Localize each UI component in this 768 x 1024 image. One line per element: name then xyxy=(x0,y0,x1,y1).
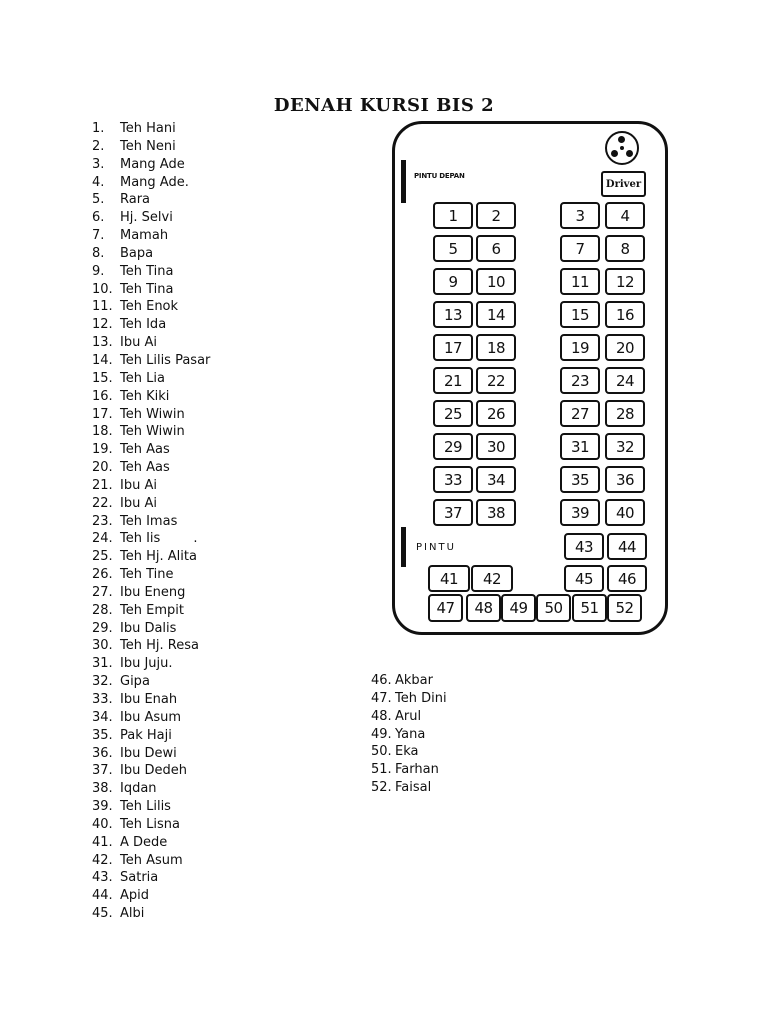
passenger-name: Teh Neni xyxy=(120,138,176,154)
passenger-name: Teh Ida xyxy=(120,317,167,333)
passenger-number: 13. xyxy=(92,335,113,351)
passenger-item xyxy=(92,209,210,227)
front-door-marker xyxy=(401,160,406,203)
passenger-number: 19. xyxy=(92,442,113,458)
passenger-item xyxy=(92,869,210,887)
seat-20[interactable]: 20 xyxy=(605,334,645,361)
front-door-label: PINTU DEPAN xyxy=(414,172,465,180)
passenger-item xyxy=(92,905,210,923)
passenger-item xyxy=(92,334,210,352)
passenger-number: 35. xyxy=(92,727,113,743)
passenger-number: 31. xyxy=(92,656,113,672)
seat-27[interactable]: 27 xyxy=(560,400,600,427)
passenger-item xyxy=(92,762,210,780)
passenger-name: Teh Asum xyxy=(120,852,183,868)
passenger-item xyxy=(371,708,447,726)
passenger-item xyxy=(92,370,210,388)
passenger-item xyxy=(92,834,210,852)
passenger-number: 23. xyxy=(92,513,113,529)
passenger-item xyxy=(92,780,210,798)
passenger-item xyxy=(92,691,210,709)
passenger-number: 6. xyxy=(92,210,105,226)
passenger-item xyxy=(371,690,447,708)
passenger-item xyxy=(92,477,210,495)
passenger-number: 9. xyxy=(92,263,105,279)
passenger-number: 27. xyxy=(92,584,113,600)
passenger-name: Ibu Asum xyxy=(120,709,182,725)
passenger-name: Teh Dini xyxy=(395,690,447,706)
passenger-number: 46. xyxy=(371,673,392,688)
passenger-name: Ibu Dedeh xyxy=(120,763,187,779)
passenger-name: Ibu Ai xyxy=(120,335,157,351)
passenger-name: Iqdan xyxy=(120,781,157,797)
passenger-number: 22. xyxy=(92,495,113,511)
seat-4[interactable]: 4 xyxy=(605,202,645,229)
passenger-number: 34. xyxy=(92,709,113,725)
passenger-number: 12. xyxy=(92,317,113,333)
passenger-item xyxy=(371,779,447,797)
passenger-number: 52. xyxy=(371,780,392,796)
passenger-name: Pak Haji xyxy=(120,727,172,743)
passenger-name: Teh Iis . xyxy=(120,531,198,547)
passenger-item xyxy=(92,513,210,531)
passenger-item xyxy=(92,459,210,477)
passenger-number: 37. xyxy=(92,763,113,779)
seat-23[interactable]: 23 xyxy=(560,367,600,394)
passenger-number: 26. xyxy=(92,567,113,583)
seat-6[interactable]: 6 xyxy=(476,235,516,262)
passenger-item xyxy=(92,388,210,406)
passenger-number: 50. xyxy=(371,744,392,760)
passenger-name: Arul xyxy=(395,708,422,724)
passenger-item xyxy=(92,423,210,441)
passenger-number: 33. xyxy=(92,692,113,707)
passenger-item xyxy=(92,655,210,673)
passenger-name: Ibu Dalis xyxy=(120,620,177,636)
passenger-item xyxy=(92,673,210,691)
seat-2[interactable]: 2 xyxy=(476,202,516,229)
seat-49[interactable]: 49 xyxy=(501,594,536,622)
seat-45[interactable]: 45 xyxy=(564,565,604,592)
passenger-name: Satria xyxy=(120,870,159,886)
passenger-number: 39. xyxy=(92,799,113,815)
passenger-name: Teh Empit xyxy=(120,602,184,618)
seat-11[interactable]: 11 xyxy=(560,268,600,295)
passenger-number: 21. xyxy=(92,477,113,493)
seat-32[interactable]: 32 xyxy=(605,433,645,460)
seat-24[interactable]: 24 xyxy=(605,367,645,394)
seat-15[interactable]: 15 xyxy=(560,301,600,328)
passenger-name: Ibu Ai xyxy=(120,477,157,493)
seat-40[interactable]: 40 xyxy=(605,499,645,526)
passenger-name: Teh Hj. Resa xyxy=(120,638,199,654)
seat-31[interactable]: 31 xyxy=(560,433,600,460)
seat-47[interactable]: 47 xyxy=(428,594,463,622)
passenger-item xyxy=(92,138,210,156)
seat-1[interactable]: 1 xyxy=(433,202,473,229)
passenger-name: Faisal xyxy=(395,780,432,796)
passenger-item xyxy=(92,727,210,745)
seat-10[interactable]: 10 xyxy=(476,268,516,295)
passenger-name: Apid xyxy=(120,888,150,904)
passenger-name: Teh Tine xyxy=(120,567,174,583)
passenger-name: Ibu Eneng xyxy=(120,584,186,600)
passenger-item xyxy=(92,156,210,174)
passenger-number: 43. xyxy=(92,870,113,886)
passenger-name: Teh Wiwin xyxy=(120,424,185,440)
seat-17[interactable]: 17 xyxy=(433,334,473,361)
passenger-number: 7. xyxy=(92,228,105,244)
passenger-item xyxy=(92,620,210,638)
passenger-name: Teh Imas xyxy=(120,513,178,529)
seat-36[interactable]: 36 xyxy=(605,466,645,493)
seat-52[interactable]: 52 xyxy=(607,594,642,622)
passenger-number: 24. xyxy=(92,531,113,547)
passenger-number: 11. xyxy=(92,299,113,315)
seat-46[interactable]: 46 xyxy=(607,565,647,592)
passenger-item xyxy=(371,761,447,779)
passenger-number: 17. xyxy=(92,406,113,422)
passenger-item xyxy=(92,637,210,655)
passenger-list-right xyxy=(371,672,447,797)
seat-39[interactable]: 39 xyxy=(560,499,600,526)
passenger-name: Teh Lia xyxy=(120,370,165,386)
seat-30[interactable]: 30 xyxy=(476,433,516,460)
seat-5[interactable]: 5 xyxy=(433,235,473,262)
seat-41[interactable]: 41 xyxy=(428,565,470,592)
passenger-number: 36. xyxy=(92,745,113,761)
seat-43[interactable]: 43 xyxy=(564,533,604,560)
passenger-number: 5. xyxy=(92,192,105,208)
passenger-name: Farhan xyxy=(395,762,439,778)
passenger-name: Yana xyxy=(395,726,426,742)
fan-icon xyxy=(605,131,639,165)
seat-14[interactable]: 14 xyxy=(476,301,516,328)
passenger-name: Mang Ade. xyxy=(120,174,189,190)
passenger-number: 10. xyxy=(92,281,113,297)
passenger-name: Teh Enok xyxy=(120,299,179,315)
seat-3[interactable]: 3 xyxy=(560,202,600,229)
seat-16[interactable]: 16 xyxy=(605,301,645,328)
passenger-list-left xyxy=(92,120,210,923)
passenger-number: 38. xyxy=(92,781,113,797)
passenger-number: 18. xyxy=(92,424,113,440)
passenger-item xyxy=(371,672,447,690)
passenger-item xyxy=(92,709,210,727)
passenger-number: 30. xyxy=(92,638,113,654)
passenger-name: Albi xyxy=(120,906,145,922)
page-title: DENAH KURSI BIS 2 xyxy=(273,95,495,116)
passenger-item xyxy=(371,743,447,761)
passenger-name: Teh Tina xyxy=(120,281,174,297)
passenger-item xyxy=(92,281,210,299)
passenger-number: 2. xyxy=(92,138,105,154)
passenger-item xyxy=(92,852,210,870)
passenger-item xyxy=(92,745,210,763)
passenger-name: Ibu Enah xyxy=(120,692,178,707)
passenger-item xyxy=(92,191,210,209)
seat-34[interactable]: 34 xyxy=(476,466,516,493)
passenger-number: 40. xyxy=(92,816,113,832)
seat-33[interactable]: 33 xyxy=(433,466,473,493)
seat-44[interactable]: 44 xyxy=(607,533,647,560)
passenger-item xyxy=(92,798,210,816)
passenger-name: Teh Kiki xyxy=(120,388,170,404)
passenger-name: Teh Lilis xyxy=(120,799,171,815)
passenger-number: 15. xyxy=(92,370,113,386)
seat-21[interactable]: 21 xyxy=(433,367,473,394)
passenger-name: Eka xyxy=(395,744,419,760)
seat-29[interactable]: 29 xyxy=(433,433,473,460)
passenger-name: Ibu Dewi xyxy=(120,745,177,761)
passenger-name: Hj. Selvi xyxy=(120,210,173,226)
passenger-name: A Dede xyxy=(120,834,168,850)
seat-19[interactable]: 19 xyxy=(560,334,600,361)
passenger-name: Ibu Juju. xyxy=(120,656,173,672)
door-marker xyxy=(401,527,406,567)
passenger-number: 45. xyxy=(92,906,113,922)
passenger-item xyxy=(92,816,210,834)
seat-18[interactable]: 18 xyxy=(476,334,516,361)
passenger-item xyxy=(92,316,210,334)
passenger-item xyxy=(92,245,210,263)
seat-48[interactable]: 48 xyxy=(466,594,501,622)
passenger-name: Teh Tina xyxy=(120,263,174,279)
passenger-item xyxy=(92,298,210,316)
seat-26[interactable]: 26 xyxy=(476,400,516,427)
seat-25[interactable]: 25 xyxy=(433,400,473,427)
seat-8[interactable]: 8 xyxy=(605,235,645,262)
driver-seat[interactable]: Driver xyxy=(601,171,646,197)
passenger-number: 48. xyxy=(371,708,392,724)
passenger-name: Teh Lisna xyxy=(120,816,180,832)
passenger-number: 8. xyxy=(92,245,105,261)
passenger-name: Gipa xyxy=(120,674,150,690)
passenger-name: Teh Aas xyxy=(120,442,170,458)
passenger-item xyxy=(92,174,210,192)
passenger-name: Rara xyxy=(120,192,151,208)
seat-35[interactable]: 35 xyxy=(560,466,600,493)
seat-13[interactable]: 13 xyxy=(433,301,473,328)
seat-12[interactable]: 12 xyxy=(605,268,645,295)
passenger-number: 16. xyxy=(92,388,113,404)
passenger-name: Teh Wiwin xyxy=(120,406,185,422)
seat-9[interactable]: 9 xyxy=(433,268,473,295)
passenger-number: 42. xyxy=(92,852,113,868)
passenger-name: Akbar xyxy=(395,673,433,688)
passenger-name: Mamah xyxy=(120,228,169,244)
passenger-name: Teh Aas xyxy=(120,460,170,476)
passenger-item xyxy=(92,530,210,548)
passenger-name: Teh Hj. Alita xyxy=(120,549,197,565)
passenger-number: 4. xyxy=(92,174,105,190)
passenger-name: Teh Hani xyxy=(120,121,176,136)
passenger-number: 25. xyxy=(92,549,113,565)
passenger-name: Bapa xyxy=(120,245,154,261)
passenger-name: Mang Ade xyxy=(120,156,185,172)
passenger-number: 44. xyxy=(92,888,113,904)
passenger-name: Ibu Ai xyxy=(120,495,157,511)
passenger-item xyxy=(92,352,210,370)
passenger-item xyxy=(92,887,210,905)
passenger-item xyxy=(92,441,210,459)
passenger-item xyxy=(92,548,210,566)
passenger-item xyxy=(92,406,210,424)
passenger-item xyxy=(92,120,210,138)
passenger-number: 14. xyxy=(92,352,113,368)
passenger-number: 49. xyxy=(371,726,392,742)
passenger-number: 47. xyxy=(371,690,392,706)
passenger-number: 32. xyxy=(92,674,113,690)
passenger-item xyxy=(92,495,210,513)
passenger-number: 1. xyxy=(92,121,105,136)
seat-37[interactable]: 37 xyxy=(433,499,473,526)
passenger-item xyxy=(92,263,210,281)
seat-28[interactable]: 28 xyxy=(605,400,645,427)
passenger-number: 41. xyxy=(92,834,113,850)
passenger-item xyxy=(371,726,447,744)
seat-22[interactable]: 22 xyxy=(476,367,516,394)
seat-42[interactable]: 42 xyxy=(471,565,513,592)
passenger-number: 28. xyxy=(92,602,113,618)
passenger-name: Teh Lilis Pasar xyxy=(120,352,211,368)
passenger-number: 20. xyxy=(92,460,113,476)
door-label: PINTU xyxy=(416,542,456,553)
seat-38[interactable]: 38 xyxy=(476,499,516,526)
seat-51[interactable]: 51 xyxy=(572,594,607,622)
passenger-item xyxy=(92,566,210,584)
passenger-number: 3. xyxy=(92,156,105,172)
seat-50[interactable]: 50 xyxy=(536,594,571,622)
passenger-number: 51. xyxy=(371,762,392,778)
passenger-number: 29. xyxy=(92,620,113,636)
passenger-item xyxy=(92,227,210,245)
seat-7[interactable]: 7 xyxy=(560,235,600,262)
passenger-item xyxy=(92,602,210,620)
passenger-item xyxy=(92,584,210,602)
